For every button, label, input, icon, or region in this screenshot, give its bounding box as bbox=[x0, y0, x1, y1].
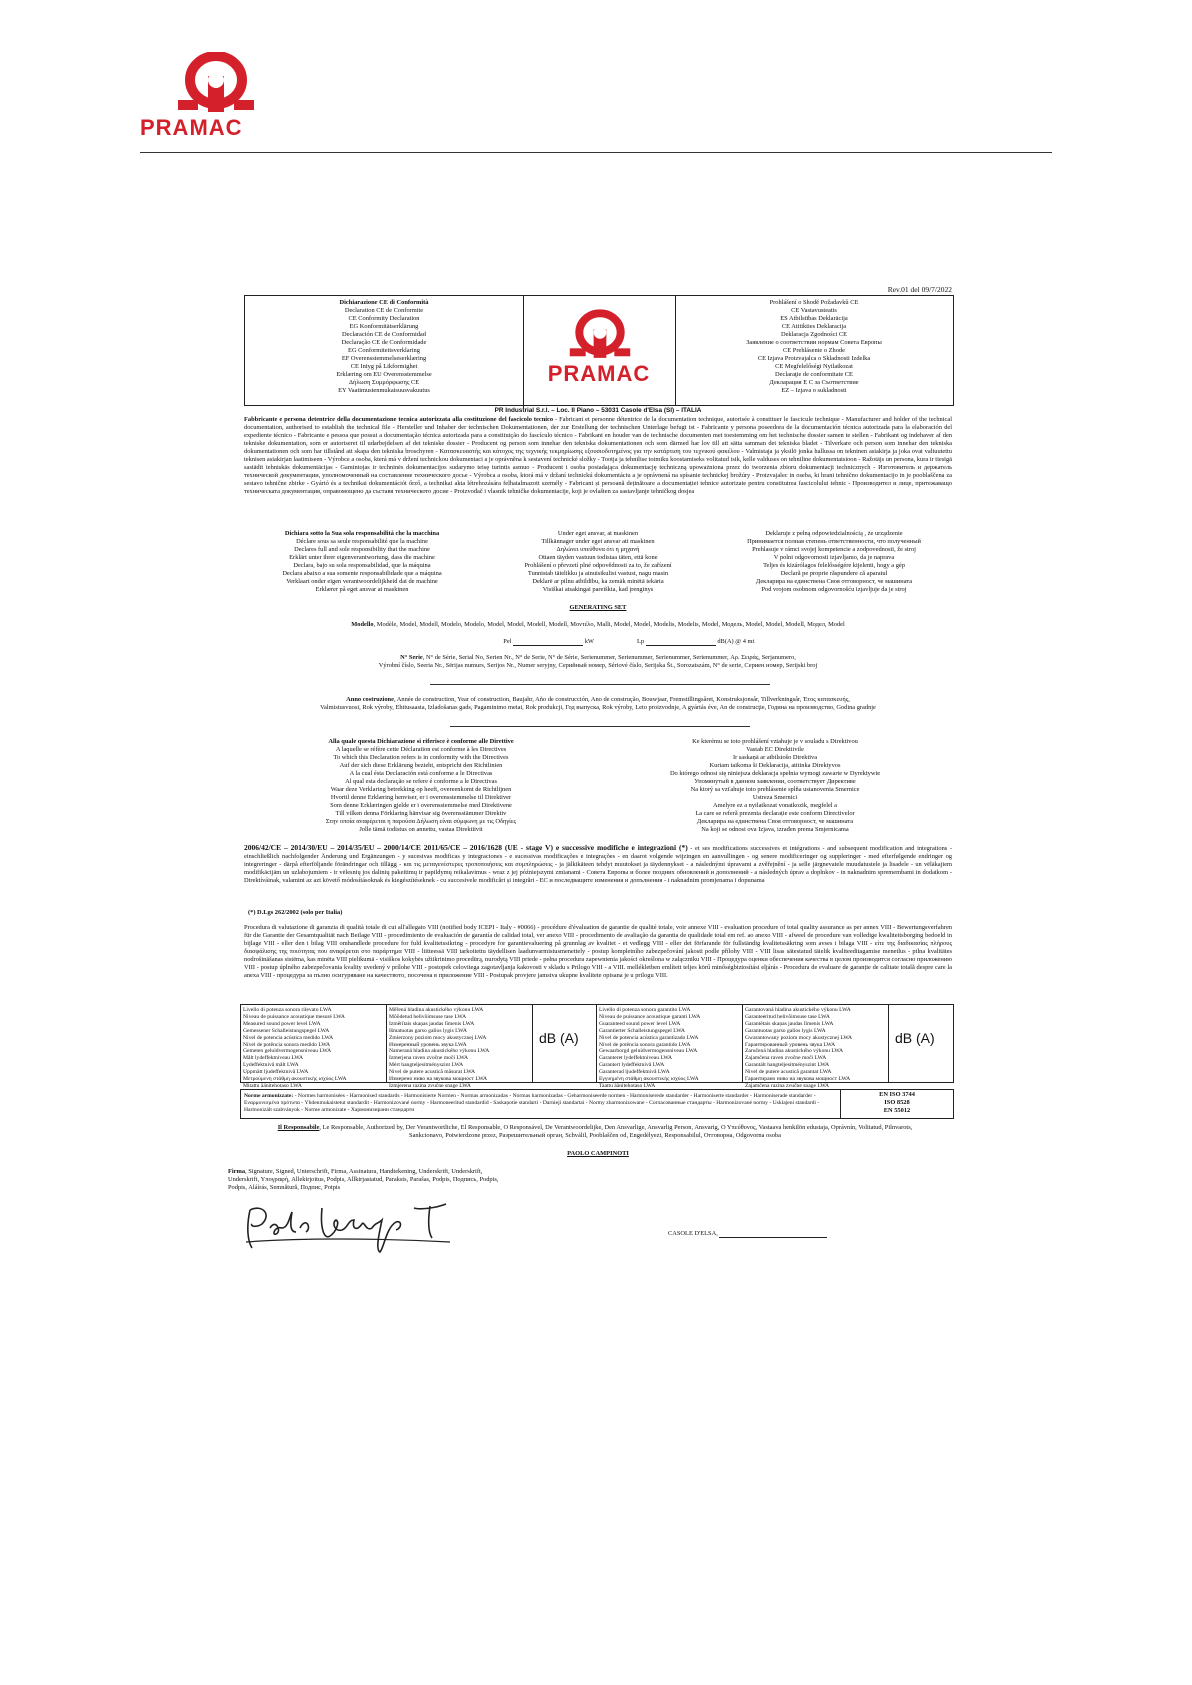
kw-label: kW bbox=[584, 638, 594, 645]
title-line: Δήλωση Συμμόρφωσης CE bbox=[348, 379, 420, 386]
declaration-line: Visiškai atsakingai pareiškia, kad įrenginys bbox=[542, 586, 654, 593]
generating-set-heading: GENERATING SET bbox=[569, 604, 627, 611]
noise-line: Εγγυημένη στάθμη ακουστικής ισχύος LWA bbox=[599, 1076, 699, 1083]
noise-line: Garantert lydeffektnivå LWA bbox=[599, 1062, 665, 1069]
standards-description bbox=[241, 1090, 841, 1118]
title-line: CE Megfelelőségi Nyilatkozat bbox=[775, 363, 853, 370]
directive-line: Hvortil denne Erklæring henviser, er i overensstemmelse til Direktiver bbox=[330, 794, 512, 801]
responsibility-declarations bbox=[244, 530, 952, 598]
standards-lead: Norme armonizzate: bbox=[244, 1093, 294, 1099]
title-line: Erklæring om EU Overensstemmelse bbox=[336, 371, 432, 378]
noise-line: Измеренный уровень звука LWA bbox=[389, 1041, 467, 1048]
db-unit-label: dB (A) bbox=[895, 1030, 935, 1046]
noise-line: Niveau de puissance acoustique garanti LWA bbox=[599, 1013, 701, 1020]
declaration-line: Dichiara sotto la Sua sola responsabilità che la macchina bbox=[284, 530, 440, 537]
declaration-column-right bbox=[716, 530, 952, 594]
signer-name: PAOLO CAMPINOTI bbox=[567, 1150, 629, 1157]
pramac-logo-icon bbox=[172, 52, 260, 112]
title-line: Declaration CE de Conformite bbox=[344, 307, 424, 314]
directive-line: A la cual ésta Declaración está conforme a le Directivas bbox=[349, 770, 493, 777]
pramac-logo-icon bbox=[565, 304, 635, 364]
noise-line: Målt lydeffektniveau LWA bbox=[243, 1055, 304, 1062]
noise-cell-measured bbox=[241, 1005, 387, 1089]
manufacturer-address: PR Industrial S.r.l. – Loc. Il Piano – 53031 Casole d'Elsa (SI) – ITALIA bbox=[494, 407, 702, 414]
title-line: EZ – Izjava o sukladnosti bbox=[781, 387, 847, 394]
dlgs-note: (*) D.Lgs 262/2002 (solo per Italia) bbox=[248, 909, 343, 916]
noise-line: Nível de potência sonora medido LWA bbox=[243, 1041, 331, 1048]
title-line: Prohlášení o Shodě Požadavků CE bbox=[769, 299, 859, 306]
noise-line: Garantētais skaņas jaudas līmenis LWA bbox=[745, 1020, 834, 1027]
title-list-left bbox=[245, 296, 524, 408]
noise-line: Garantierter Schalleistungspegel LWA bbox=[599, 1027, 685, 1034]
declaration-line: Ottaen täyden vastuun todistaa täten, että kone bbox=[538, 554, 658, 561]
noise-line: Izmerjena raven zvočne moči LWA bbox=[389, 1055, 469, 1062]
declaration-line: Deklarē ar pilnu atbildību, ka zemāk minētā iekārta bbox=[532, 578, 664, 585]
noise-line: Garanteeritud helivõimsuse tase LWA bbox=[745, 1013, 830, 1020]
declaration-line: Tunnistab täielikku ja ainuisikulist vastust, nagu masin bbox=[527, 570, 669, 577]
title-line: CE Izjava Proizvajalca o Skladnosti Izdelka bbox=[757, 355, 871, 362]
title-line: Dichiarazione CE di Conformità bbox=[339, 299, 429, 306]
noise-line: Išmatuotas garso galios lygis LWA bbox=[389, 1027, 467, 1034]
noise-line: Гарантирано ниво на звукова мощност LWA bbox=[745, 1076, 851, 1083]
declaration-line: Tillkännager under eget ansvar att maskinen bbox=[541, 538, 655, 545]
pel-field bbox=[513, 638, 583, 646]
noise-cell-measured-2 bbox=[387, 1005, 533, 1089]
declaration-line: Declara abaixo a sua somente responsabilidade que a máquina bbox=[282, 570, 442, 577]
signature-text: , Signature, Signed, Unterschrift, Firma, Assinatura, Handtekening, Underskrift, Underskrift, Underskrift, Υπογραφή, Allekirjoitus, Podpis, Allkirjastatud, Paraksts, Parašas, Podpis, Подпись, Podpis, Podpis, Aláírás, Semnătură, Подпис, Potpis bbox=[228, 1168, 499, 1191]
title-line: EF Overensstemmelseserklæring bbox=[341, 355, 427, 362]
declaration-line: Teljes és kizárólagos felelősségére kijelenti, hogy a gép bbox=[763, 562, 905, 569]
noise-line: Nivel de putere acustică măsurat LWA bbox=[389, 1069, 476, 1076]
title-line: Declaración CE de Conformidad bbox=[342, 331, 426, 338]
year-line bbox=[244, 696, 952, 712]
brand-logo-text: PRAMAC bbox=[140, 115, 243, 140]
model-line bbox=[244, 621, 952, 629]
noise-line: Livello di potenza sonora rilevato LWA bbox=[243, 1007, 332, 1013]
revision-label: Rev.01 del 09/7/2022 bbox=[887, 285, 952, 294]
conformity-declaration bbox=[228, 285, 952, 1356]
directive-line: Amelyre ez a nyilatkozat vonatkozik, megfelel a bbox=[712, 802, 838, 809]
noise-line: Uppmätt ljudeffektnivå LWA bbox=[243, 1069, 309, 1076]
rating-fields bbox=[244, 638, 952, 646]
declaration-line: V polni odgovornosti izjavljamo, da je naprava bbox=[773, 554, 895, 561]
declaration-line: Принимается полная степень ответственности, что полученный bbox=[747, 538, 921, 545]
noise-table bbox=[240, 1004, 954, 1089]
model-text: , Modèle, Model, Modell, Modelo, Modelo, Model, Model, Modell, Modell, Μοντέλο, Malli, Model, Model, Modelis, Modelis, Model, Модель, Model, Model, Modell, Модел, Model bbox=[373, 621, 845, 628]
directives-column-right bbox=[598, 738, 952, 834]
responsible-text: , Le Responsable, Authorized by, Der Verantwortliche, El Responsable, O Responsável, De Verantwoordelijke, Den Ansvarlige, Ansvarlig Person, Ansvarig, Ο Υπεύθυνος, Vastaava henkilön edustaja, Oprávnín, Volitatud, Pilnvarots, Sankcionavo, Potwierdzone przez, Разрешительный орган, Schválil, Pooblaščen od, Engedélyezi, Responsabilul, Отговорна, Odgovorna osoba bbox=[319, 1124, 913, 1139]
noise-line: Izmērītais skaņas jaudas līmenis LWA bbox=[389, 1020, 475, 1027]
declaration-line: Declară pe proprie răspundere că aparatul bbox=[780, 570, 888, 577]
noise-line: Izmjerena razina zvučne snage LWA bbox=[389, 1082, 471, 1089]
noise-line: Gemessener Schalleistungspegel LWA bbox=[243, 1027, 330, 1034]
directive-line: Auf der sich diese Erklärung bezieht, entspricht den Richtlinien bbox=[339, 762, 503, 769]
noise-line: Zaručená hladina akustického výkonu LWA bbox=[745, 1048, 844, 1055]
title-logo-cell bbox=[523, 296, 676, 405]
standard-item: EN ISO 3744 bbox=[879, 1091, 915, 1098]
serial-underline bbox=[430, 684, 770, 685]
noise-line: Zajamčena raven zvočne moči LWA bbox=[745, 1055, 827, 1062]
directive-line: Ir saskaņā ar atbilstošo Direktīva bbox=[732, 754, 818, 761]
standards-text: - Normes harmonisées - Harmonised standards - Harmonisierte Normen - Normas armonizadas - Normas harmonizadas - Geharmoniseerde normen - Harmoniserede standarder - Harmoniserte standarder - Harmoniserade standarder - Εναρμονισμένα πρότυπα - Yhdenmukaistetut standardit - Harmonizované normy - Harmoneeritud standardid - Saskaņotie standarti - Darnieji standartai - Normy zharmonizowane - Согласованные стандарты - Harmonizované normy - Usklajeni standardi - Harmonizált szabványok - Norme armonizate - Хармонизирани стандарти bbox=[244, 1093, 820, 1113]
lp-field bbox=[646, 638, 716, 646]
serial-line bbox=[244, 654, 952, 670]
noise-line: Garantovaná hladina akustického výkonu LWA bbox=[745, 1007, 851, 1013]
responsible-paragraph bbox=[270, 1124, 920, 1140]
directive-line: Na ktorý sa vzťahuje toto prehlásenie spĺňa ustanovenia Smernice bbox=[690, 786, 860, 793]
noise-line: Mitattu äänitehotaso LWA bbox=[243, 1082, 302, 1089]
declaration-line: Δηλώνει υπεύθυνα ότι η μηχανή bbox=[556, 546, 640, 553]
year-text: , Année de construction, Year of construction, Baujahr, Año de construcción, Ano de construção, Bouwjaar, Fremstillingsåret, Konstruksjonsår, Tillverkningsår, Έτος κατασκευής, bbox=[393, 696, 850, 703]
title-line: CE Atitikties Deklaracija bbox=[781, 323, 847, 330]
serial-text: , N° de Série, Serial No, Serien Nr., N° de Serie, N° de Série, Serienummer, Serienummer, Serienummer, Serienummer, Αρ. Σειράς, Serjanumero, bbox=[422, 654, 796, 661]
year-underline bbox=[450, 726, 750, 727]
title-line: Заявление о соответствии нормам Совета Европы bbox=[746, 339, 882, 346]
noise-line: Измерено ниво на звукова мощност LWA bbox=[389, 1076, 488, 1083]
title-line: CE Prehlásenie o Zhode bbox=[783, 347, 845, 354]
place-label: CASOLE D'ELSA, bbox=[668, 1230, 718, 1237]
directive-line: Al qual esta declaração se refere é conforme a le Directivas bbox=[345, 778, 497, 785]
title-line: EY Vaatimustenmukaisuusvakuutus bbox=[338, 387, 430, 394]
directive-line: Vastab EC Direktiivile bbox=[746, 746, 804, 753]
standards-list bbox=[841, 1090, 953, 1119]
noise-line: Nivel de putere acustică garantat LWA bbox=[745, 1069, 832, 1076]
year-lead: Anno costruzione bbox=[346, 696, 394, 703]
directive-line: Na koji se odnosi ova Izjava, izrađen prema Smjernicama bbox=[701, 826, 849, 833]
directive-line: Στην οποία αναφέρεται η παρούσα Δήλωση είναι σύμφωνη με τις Οδηγίες bbox=[325, 818, 517, 825]
manufacturer-lead: Fabbricante e persona detentrice della documentazione tecnica autorizzata alla costituzione del fascicolo tecnico bbox=[244, 416, 554, 423]
title-line: Декларация Е С за Съответствие bbox=[769, 379, 859, 386]
responsible-lead: Il Responsabile bbox=[277, 1124, 320, 1131]
procedure-paragraph: Procedura di valutazione di garanzia di qualità totale di cui all'allegato VIII (notified body ICEPI - Italy - #0066) - procédure d'évaluation de garantie de qualité totale, voir annexe VIII - evaluation procedure of total quality assurance as per annex VIII - Bewertungsverfahren für die Garantie der Gesamtqualität nach Beilage VIII - procedimiento de evaluación de garantía de calidad total, ver anexo VIII - procedimento de avaliação da garantia de qualidade total em ref. ao anexo VIII - afweel de procedure van volledige kwaliteitsborging bedoeld in bijlage VIII - eller den i bilag VIII omhandlede procedure for fuld kvalitetssikring - procedyre for garantievaluering på grunnlag av kvalitet - et vedlegg VIII - eller det förfarande för fullständig kvalitetssäkring som avses i bilaga VIII - είτε της διαδικασίας πλήρους διασφάλισης της ποιότητας που αναφέρεται στο παράρτημα VIII - liitteessä VIII tarkoitettu täydellisen laadunvarmistusmenettely - postup kompletního zabezpečování jakosti podle přílohy VIII - VIII lisas sätestatud täielik kvaliteeditagamise menetlus - pilna kvalitātes nodrošināšanas sistēma, kas minēta VIII pielikumā - visiškos kokybės užtikrinimo procedūrą, nurodytą VIII priede - pełna procedura zapewnienia jakości określona w załączniku VIII - Процедура оценки обеспечения качества в целом производится согласно приложению VIII - postup úplného zabezpečovania kvality uvedený v prílohe VIII - postopek celovitega zagotavljanja kakovosti v skladu s Prilogo VIII - a VIII. mellékletben említett teljes körű minőségbiztosítási eljárás - Procedura de evaluare de garanție de calitate totală despre care la anexa VIII - процедура за пълно осигуряване на качеството, посочена в приложение VIII - Postupak provjere jamstva ukupne kvalitete opisana je u prilogu VIII. bbox=[244, 924, 952, 979]
pel-label: Pel bbox=[503, 638, 512, 645]
directive-line: La care se referă prezenta declarație este conform Directivelor bbox=[695, 810, 855, 817]
noise-cell-guaranteed-2 bbox=[743, 1005, 889, 1089]
declaration-line: Déclare sous sa seule responsabilité que la machine bbox=[296, 538, 428, 545]
title-line: ES Atbilstības Deklarācija bbox=[780, 315, 848, 322]
brand-logo-text: PRAMAC bbox=[547, 361, 651, 386]
noise-line: Niveau de puissance acoustique mesuré LWA bbox=[243, 1013, 345, 1020]
noise-line: Measured sound power level LWA bbox=[243, 1020, 321, 1027]
noise-line: Livello di potenza sonora garantito LWA bbox=[599, 1007, 691, 1013]
declaration-column-middle bbox=[480, 530, 716, 594]
signature-lead: Firma bbox=[228, 1168, 246, 1175]
model-lead: Modello bbox=[351, 621, 374, 628]
standard-item: EN 55012 bbox=[883, 1107, 911, 1114]
directive-line: Ke kterému se toto prohlášení vztahuje je v souladu s Direktivou bbox=[692, 738, 858, 745]
directive-line: Jolle tämä todistus on annettu, vastaa Direktiivit bbox=[359, 826, 483, 833]
date-field bbox=[719, 1230, 827, 1238]
title-line: EG Conformiteitsverklaring bbox=[348, 347, 420, 354]
directive-line: Alla quale questa Dichiarazione si riferisce è conforme alle Direttive bbox=[328, 738, 514, 745]
directive-line: Do którego odnosi się niniejsza deklaracja spełnia wymogi zawarte w Dyrektywie bbox=[669, 770, 881, 777]
noise-line: Gwarantowany poziom mocy akustycznej LWA bbox=[745, 1034, 853, 1041]
directive-line: Kuriam taikoma ši Deklaracija, atitinka Direktyvos bbox=[709, 762, 841, 769]
noise-line: Nivel de potencia acústica medido LWA bbox=[243, 1034, 334, 1041]
noise-line: Μετρούμενη στάθμη ακουστικής ισχύος LWA bbox=[243, 1076, 347, 1083]
declaration-line: Erklærer på eget ansvar at maskinen bbox=[315, 586, 409, 593]
noise-line: Garantuotas garso galios lygis LWA bbox=[745, 1027, 826, 1034]
directive-line: To which this Declaration refers is in conformity with the Directives bbox=[333, 754, 509, 761]
directive-line: Till vilken denna Förklaring hänvisar sig överensstämmer Direktiv bbox=[335, 810, 507, 817]
noise-line: Garanteret lydeffektniveau LWA bbox=[599, 1055, 673, 1062]
manufacturer-paragraph bbox=[244, 416, 952, 520]
noise-line: Gemeten geluidvermogensniveau LWA bbox=[243, 1048, 332, 1055]
declaration-line: Prohlášení o převzetí plné odpovědnosti za to, že zařízení bbox=[524, 562, 672, 569]
noise-line: Taattu äänitehotaso LWA bbox=[599, 1082, 656, 1089]
noise-cell-guaranteed bbox=[597, 1005, 743, 1089]
manufacturer-text: - Fabricant et personne détentrice de la documentation technique, autorisée à constituer le fascicule technique - Manufacturer and holder of the technical documentation, authorised to establish the technical file - Hersteller und Inhaber der technischen Dokumentationen, der zur Erstellung der technischen Unterlage befugt ist - Fabricante y persona poseedora de la documentación técnica autorizada para la elaboración del expediente técnico - Fabricante e pessoa que possui a documentação técnica autorizada para a constituição do fascículo técnico - Fabrikant en houder van de technische documenten met toestemming om het technische dossier samen te stellen - Fabrikant og indehaver af den tekniske dokumentation, som er autoriseret til udarbejdelsen af det tekniske dossier - Producent og person som innehar den tekniska dokumentationen och som därmed har lov till att sätta samman det tekniska bladet - Tilverkare och person som innehar den tekniska dokumentationen och som har tillstånd att skapa den tekniska broschyren - Κατασκευαστής και κάτοχος της τεχνικής τεκμηρίωσης εξουσιοδοτημένος για την κατάρτιση του τεχνικού φακέλου - Valmistaja ja yksilö jonka hallussa on tekninen asiakirja ja joka ovat valtuutettu teknisen asiakirjan laatimiseen - Výrobce a osoba, která má v držení technickou dokumentaci a je oprávněna k sestavení technické složky - Tootja ja tehnilise toimiku koostamiseks volitatud isik, kelle valduses on tehniline dokumentatsioon - Ražotājs un persona, kura ir tiesīgā sastādīt tehniskās dokumentācijas - Gamintojas ir techninės dokumentacijos sudarymo teisę turintis asmuo - Producent i osoba posiadająca dokumentację techniczną upoważniona przez do tworzenia zbioru dokumentacji technicznych - Изготовитель и держатель технической документации, уполномоченный на составление технического досье - Výrobca a osoba, ktorá má v držaní technickú dokumentáciu a je oprávnená na spísanie technickej brožúry - Proizvajalec in oseba, ki hrani tehnično dokumentacijo in je pooblaščena za sestavo tehnične zbirke - Gyártó és a technikai dokumentációt őrző, a technikai akta létrehozására felhatalmazott személy - Fabricant și persoană deținătoare a documentației tehnice autorizate pentru constituirea fascicolului tehnic - Производител и лице, притежаващо техническата документация, оправомощено да съставя техническото досие - Proizvođač i vlasnik tehničke dokumentacije, koji je ovlašten za sastavljanje tehničkog dosjea bbox=[244, 416, 952, 495]
directives-text: - et ses modifications successives et intégrations - and subsequent modification and integrations - einschließlich nachfolgender Änderung und Ergänzungen - y sucesivas modificas y integraciones - e sucessivas modificações e integrações - en daarot volgende wijzingen en aanvullingen - og senere modificeringer og suppleringer - med efterfølgende endringer og integreringer - därpå efterföljande förändringar och tillägg - και τις μεταγενέστερες τροποποιήσεις και συμπληρώσεις - ja jälkikäteen tehdyt muutokset ja täydennykset - a následnými úpravami a zvěřejnění - ja selle järgnevatele muudatustele ja lisadele - un vēlākajiem modifikācijām un uzlabojumiem - ir vėlesnių jos dalinių pakeitimų ir papildymų reikalavimus - wraz z jej późniejszymi zmianami - Совета Европы и более поздних обновлений и дополнений - a následných úprav a doplnkov - in naknadnim spremembami in dodatkom - Direktíváinak, valamint az azt követő módosításoknak és kiegészítéseknek - cu succesivele modificări și integrări - ЕС и последващите изменения и допълнения - i naknadnim promjenama i dopunama bbox=[244, 845, 952, 884]
declaration-line: Декларира на единствена Своя отговорност, че машината bbox=[755, 578, 913, 585]
noise-value-guaranteed bbox=[889, 1005, 953, 1082]
directives-column-left bbox=[244, 738, 598, 834]
noise-line: Zmierzony poziom mocy akustycznej LWA bbox=[389, 1034, 487, 1041]
db-unit-label: dB (A) bbox=[539, 1030, 579, 1046]
title-line: CE Intyg på Likformighet bbox=[350, 363, 418, 370]
handwritten-signature bbox=[236, 1198, 466, 1256]
declaration-line: Deklaruje z pełną odpowiedzialnością , że urządzenie bbox=[765, 530, 903, 537]
dba-label: dB(A) @ 4 mt bbox=[717, 638, 755, 645]
noise-line: Lydeffektnivå målt LWA bbox=[243, 1062, 299, 1069]
title-line: Declaração CE de Conformidade bbox=[341, 339, 427, 346]
header-divider bbox=[140, 152, 1052, 153]
lp-label: Lp bbox=[637, 638, 645, 645]
place-date bbox=[668, 1230, 827, 1238]
directives-lead: 2006/42/CE – 2014/30/EU – 2014/35/EU – 2000/14/CE 2011/65/CE – 2016/1628 (UE - stage V) e successive modifiche e integrazioni (*) bbox=[244, 844, 688, 852]
title-line: Declaraţie de conformitate CE bbox=[775, 371, 853, 378]
title-box bbox=[244, 295, 954, 406]
directive-line: Som denne Erklæringen gjelde er i overensstemmelse med Direktivene bbox=[330, 802, 512, 809]
standard-item: ISO 8528 bbox=[884, 1099, 910, 1106]
declaration-line: Erklärt unter ihrer eigenverantwortung, dass die machine bbox=[289, 554, 435, 561]
noise-line: Garantált hangteljesítményszint LWA bbox=[745, 1062, 830, 1069]
title-line: CE Vastavusteatis bbox=[791, 307, 837, 314]
directive-line: Waar deze Verklaring betrekking op heeft, overeenkomt de Richtlijnen bbox=[330, 786, 512, 793]
noise-line: Nameraná hladina akustického výkonu LWA bbox=[389, 1048, 490, 1055]
declaration-line: Prehlasuje v rámci svojej kompetencie a zodpovednosti, že stroj bbox=[752, 546, 916, 553]
noise-line: Nível de potência sonora garantido LWA bbox=[599, 1041, 691, 1048]
directive-line: Ustreza Smernici bbox=[752, 794, 798, 801]
declaration-line: Pod vrojom osobnom odgovornošću izjavljuje da je stroj bbox=[761, 586, 907, 593]
directive-line: Декларира на единствена Своя отговорност, че машината bbox=[696, 818, 854, 825]
noise-line: Zajamčena razina zvučne snage LWA bbox=[745, 1082, 830, 1089]
noise-line: Nivel de potencia acústica garantizado LWA bbox=[599, 1034, 699, 1041]
directive-line: Упомянутый в данном заявлении, соответствует Директиве bbox=[694, 778, 856, 785]
serial-lead: N° Serie bbox=[400, 654, 423, 661]
declaration-line: Declara, bajo su sola responsabilidad, que la máquina bbox=[293, 562, 431, 569]
noise-line: Mõõdetud helivõimsuse tase LWA bbox=[389, 1013, 467, 1020]
serial-text: Výrobní číslo, Seeria Nr., Sērijas numurs, Serijos Nr., Numer seryjny, Серийный номер, Sériové číslo, Serijska Št., Sorozatszám, N° de serie, Сериен номер, Serijski broj bbox=[378, 662, 818, 669]
declaration-line: Verklaart onder eigen verantwoordelijkheid dat de machine bbox=[286, 578, 438, 585]
noise-line: Mért hangteljesítményszint LWA bbox=[389, 1062, 464, 1069]
noise-line: Gewaarborgd geluidvermogensniveau LWA bbox=[599, 1048, 698, 1055]
declaration-line: Declares full and sole responsibility that the machine bbox=[294, 546, 430, 553]
directives-declarations bbox=[244, 738, 952, 838]
year-text: Valmistusvuosi, Rok výroby, Ehitusaasta, Izladošanas gads, Pagaminimo metai, Rok produkcji, Год выпуска, Rok výroby, Leto proizvodnje, A gyártás éve, An de construcţie, Година на производство, Godina gradnje bbox=[320, 704, 876, 711]
signature-caption bbox=[228, 1168, 508, 1192]
noise-line: Guaranteed sound power level LWA bbox=[599, 1020, 681, 1027]
directives-paragraph bbox=[244, 844, 952, 908]
directive-line: A laquelle se réfère cette Déclaration est conforme à les Directives bbox=[335, 746, 507, 753]
title-line: CE Conformity Declaration bbox=[348, 315, 420, 322]
noise-line: Гарантированный уровень звука LWA bbox=[745, 1041, 836, 1048]
noise-value-measured bbox=[533, 1005, 597, 1082]
title-line: EG Konformitätserklärung bbox=[349, 323, 419, 330]
standards-box bbox=[240, 1089, 954, 1119]
declaration-column-left bbox=[244, 530, 480, 594]
title-line: Deklaracja Zgodności CE bbox=[780, 331, 847, 338]
noise-line: Měřená hladina akustického výkonu LWA bbox=[389, 1007, 484, 1013]
declaration-line: Under eget ansvar, at maskinen bbox=[557, 530, 639, 537]
noise-line: Garanterad ljudeffektnivå LWA bbox=[599, 1069, 670, 1076]
title-list-right bbox=[675, 296, 953, 408]
